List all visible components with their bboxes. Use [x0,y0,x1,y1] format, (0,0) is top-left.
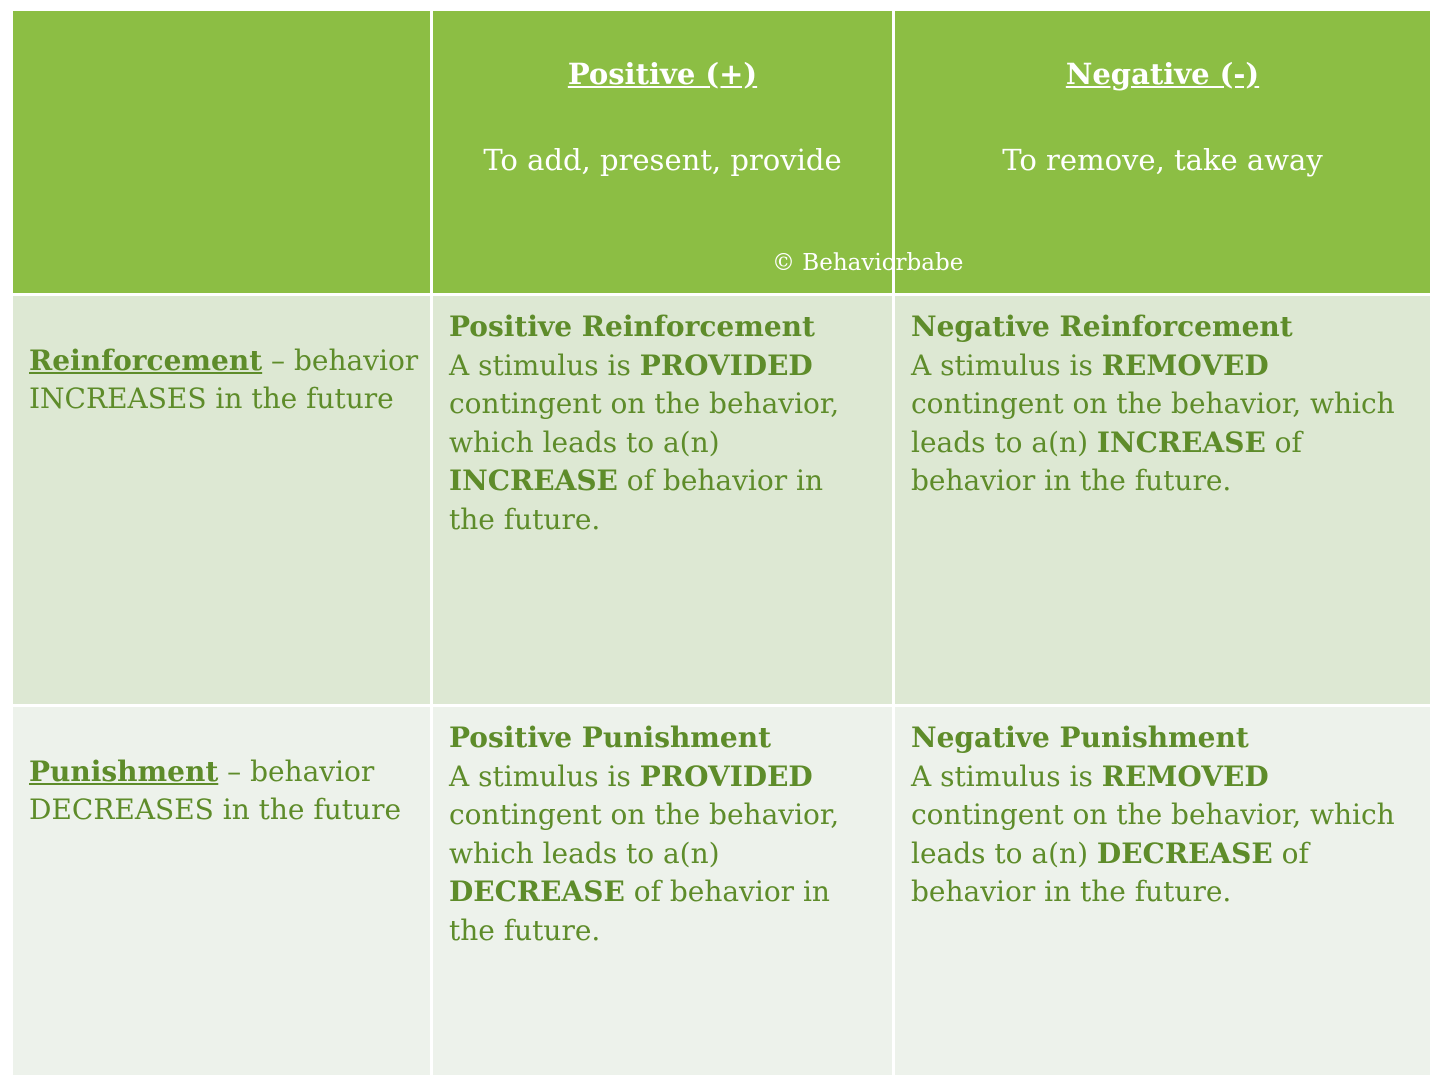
negative-reinforcement-keyword-1: REMOVED [1101,348,1269,382]
positive-reinforcement-text-3: of behavior in the future. [449,464,824,536]
header-negative-subtitle: To remove, take away [1002,143,1323,177]
reinforcement-punishment-table [10,8,1433,1078]
negative-punishment-text-2: contingent on the behavior, which leads to a(n) [911,798,1395,870]
positive-punishment-keyword-1: PROVIDED [639,759,813,793]
positive-reinforcement-text-2: contingent on the behavior, which leads to a(n) [449,387,840,459]
punishment-term: Punishment [29,755,219,788]
negative-punishment-keyword-2: DECREASE [1096,836,1273,870]
positive-reinforcement-keyword-1: PROVIDED [639,348,813,382]
negative-reinforcement-title: Negative Reinforcement [911,310,1293,343]
negative-reinforcement-keyword-2: INCREASE [1096,425,1266,459]
header-negative-cell [894,10,1432,295]
negative-punishment-title: Negative Punishment [911,721,1249,754]
positive-reinforcement-title: Positive Reinforcement [449,310,815,343]
header-row [12,10,1432,295]
header-positive-title: Positive (+) [567,57,758,91]
negative-reinforcement-text-2: contingent on the behavior, which leads to a(n) [911,387,1395,459]
positive-reinforcement-keyword-2: INCREASE [449,464,618,497]
negative-punishment-text-3: of behavior in the future. [911,836,1309,908]
header-positive-subtitle: To add, present, provide [483,143,842,177]
positive-punishment-text-1: A stimulus is [449,759,640,793]
negative-punishment-text-1: A stimulus is [911,759,1102,793]
positive-punishment-text-2: contingent on the behavior, which leads to a(n) [449,798,840,870]
punishment-label-cell [12,706,432,1077]
negative-punishment-cell [894,706,1432,1077]
negative-reinforcement-cell [894,295,1432,706]
reinforcement-term: Reinforcement [29,344,263,377]
positive-reinforcement-cell [432,295,894,706]
reinforcement-row [12,295,1432,706]
header-corner-cell [12,10,432,295]
negative-reinforcement-text-1: A stimulus is [911,348,1102,382]
punishment-row [12,706,1432,1077]
reinforcement-label-cell [12,295,432,706]
positive-punishment-title: Positive Punishment [449,721,772,754]
positive-punishment-keyword-2: DECREASE [449,875,625,908]
negative-reinforcement-text-3: of behavior in the future. [911,425,1302,497]
punishment-rest-1: – behavior [218,755,375,788]
header-negative-title: Negative (-) [1065,57,1260,91]
reinforcement-rest-2: INCREASES in the future [29,382,394,415]
copyright-notice: © Behaviorbabe [772,250,964,276]
reinforcement-rest-1: – behavior [262,344,419,377]
positive-punishment-cell [432,706,894,1077]
positive-reinforcement-text-1: A stimulus is [449,348,640,382]
punishment-rest-2: DECREASES in the future [29,793,402,826]
positive-punishment-text-3: of behavior in the future. [449,875,830,947]
negative-punishment-keyword-1: REMOVED [1101,759,1269,793]
